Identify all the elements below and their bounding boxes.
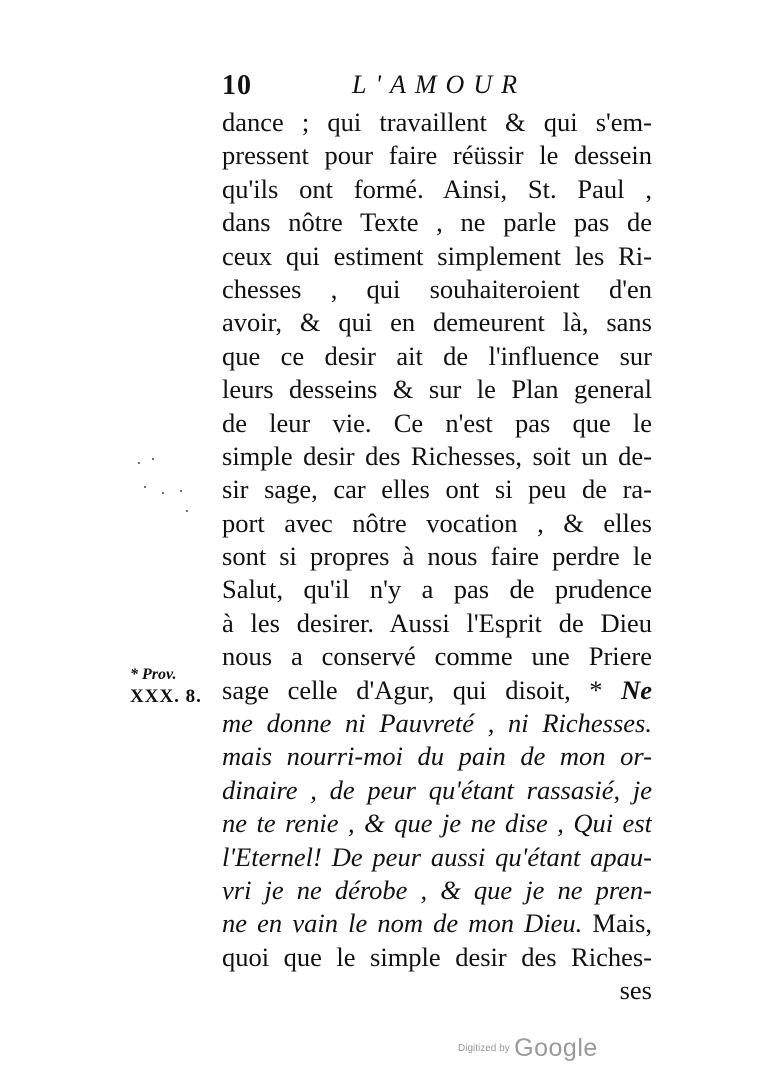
quotation-line: dinaire , de peur qu'étant rassasié, je [222, 774, 652, 805]
running-title: L'AMOUR [352, 70, 526, 99]
margin-note-reference: * Prov. [130, 666, 177, 683]
prayer-intro: sage celle d'Agur, qui disoit, * [222, 674, 603, 705]
body-text [222, 106, 652, 1008]
quotation-start: Ne [621, 674, 652, 705]
text-line: de leur vie. Ce n'est pas que le [222, 407, 652, 438]
text-line: simple desir des Richesses, soit un de- [222, 440, 652, 471]
catchword: ses [619, 975, 652, 1006]
quotation-line: l'Eternel! De peur aussi qu'étant apau- [222, 841, 652, 872]
text-line: pressent pour faire réüssir le dessein [222, 140, 652, 171]
text-line: leurs desseins & sur le Plan general [222, 374, 652, 405]
text-line: à les desirer. Aussi l'Esprit de Dieu [222, 607, 652, 638]
print-specks [134, 456, 194, 516]
running-head [222, 70, 662, 106]
quotation-line: mais nourri-moi du pain de mon or- [222, 741, 652, 772]
text-line: dans nôtre Texte , ne parle pas de [222, 207, 652, 238]
watermark-prefix: Digitized by [458, 1043, 510, 1054]
page-number: 10 [222, 70, 252, 101]
quotation-line: me donne ni Pauvreté , ni Richesses. [222, 708, 652, 739]
text-line-prayer [222, 674, 652, 707]
resume-text: Mais, [592, 908, 652, 939]
digitization-watermark [458, 1034, 598, 1063]
text-line-mixed [222, 907, 652, 940]
quotation-line: vri je ne dérobe , & que je ne pren- [222, 874, 652, 905]
text-line: sir sage, car elles ont si peu de ra- [222, 474, 652, 505]
text-line: port avec nôtre vocation , & elles [222, 507, 652, 538]
text-line: dance ; qui travaillent & qui s'em- [222, 107, 652, 137]
text-line: ceux qui estiment simplement les Ri- [222, 240, 652, 271]
quotation-line: ne te renie , & que je ne dise , Qui est [222, 808, 652, 839]
text-line: que ce desir ait de l'influence sur [222, 340, 652, 371]
margin-note [130, 664, 220, 708]
text-line: sont si propres à nous faire perdre le [222, 541, 652, 572]
text-line: qu'ils ont formé. Ainsi, St. Paul , [222, 173, 652, 204]
margin-note-chapter: XXX. 8. [130, 686, 202, 707]
text-line: avoir, & qui en demeurent là, sans [222, 307, 652, 338]
quotation-end: ne en vain le nom de mon Dieu. [222, 908, 583, 939]
text-line: chesses , qui souhaiteroient d'en [222, 273, 652, 304]
text-line: Salut, qu'il n'y a pas de prudence [222, 574, 652, 605]
google-logo: Google [514, 1034, 598, 1062]
text-line: nous a conservé comme une Priere [222, 641, 652, 672]
text-line: quoi que le simple desir des Riches- [222, 941, 652, 972]
